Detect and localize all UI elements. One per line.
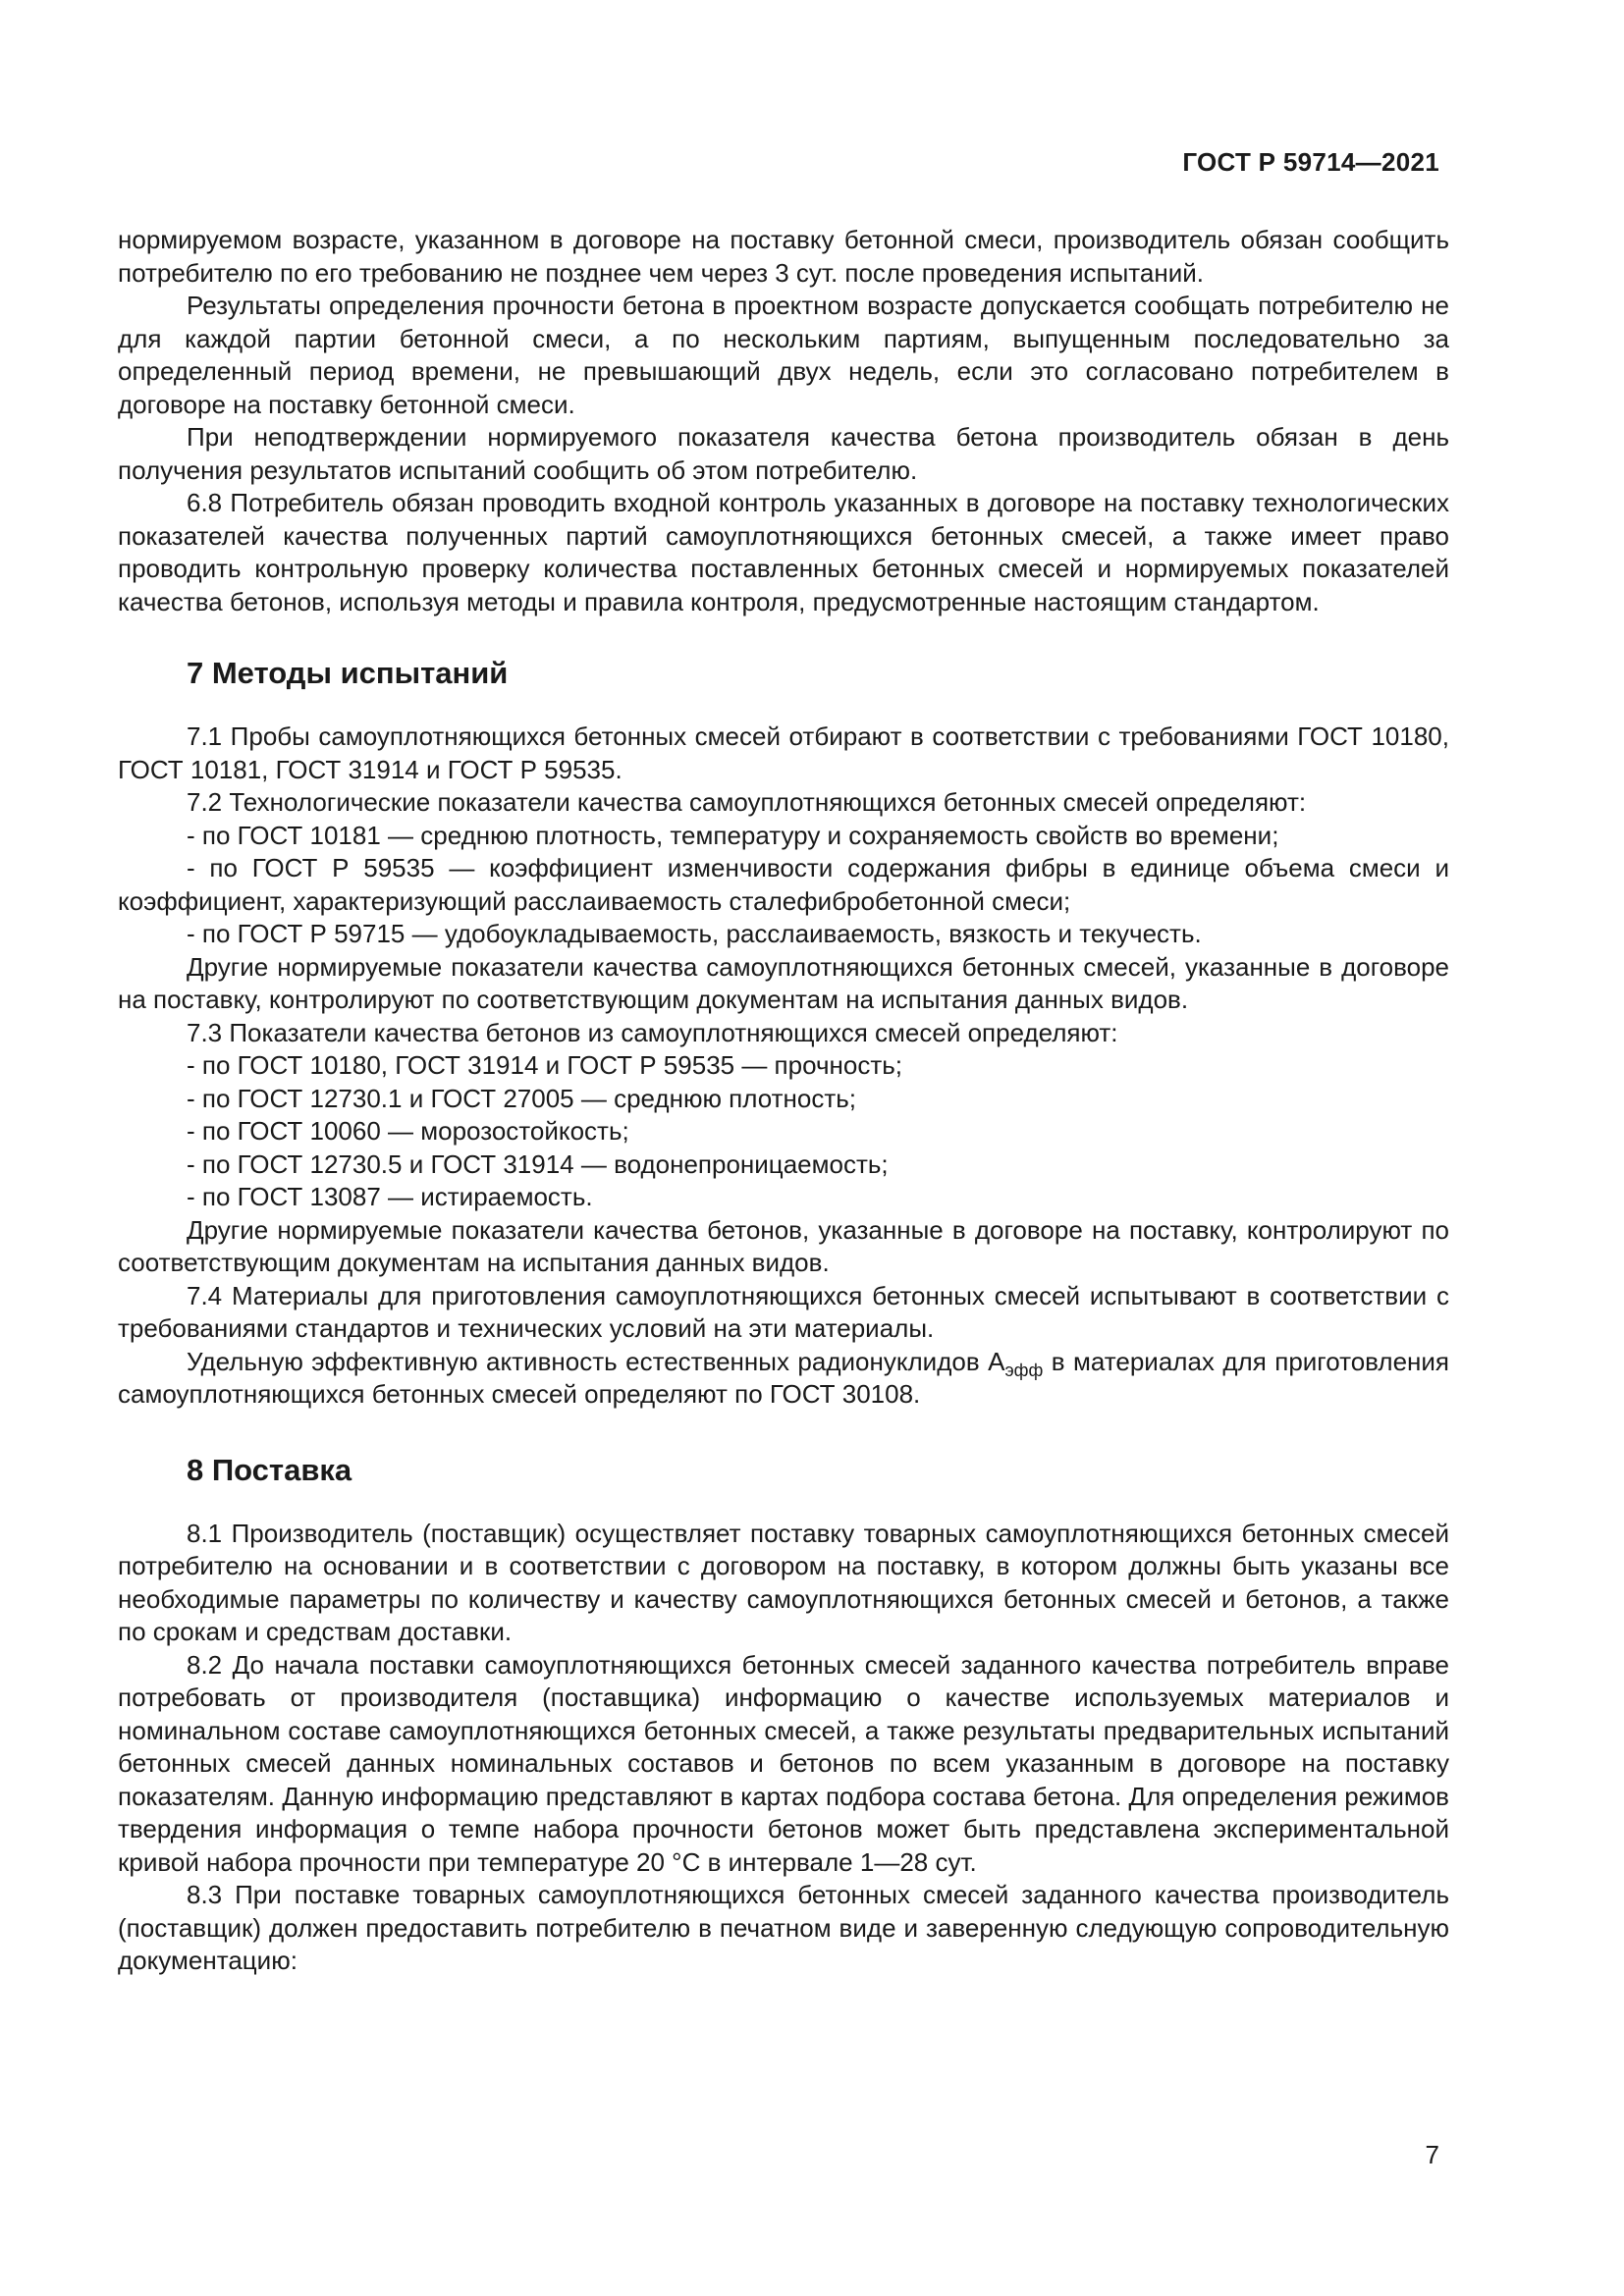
radionuclides-subscript: эфф xyxy=(1004,1360,1044,1380)
document-code-header: ГОСТ Р 59714—2021 xyxy=(1182,147,1439,177)
paragraph-8-1: 8.1 Производитель (поставщик) осуществляет поставку товарных самоуплотняющихся бетонных смесей потребителю на основании и в соответствии с договором на поставку, в котором должны быть указаны все необходимые параметры по количеству и качеству самоуплотняющихся бетонных смесей и бетонов, а также по срокам и средствам доставки. xyxy=(118,1518,1449,1646)
list-item-7-3-a: - по ГОСТ 10180, ГОСТ 31914 и ГОСТ Р 59535 — прочность; xyxy=(187,1050,903,1080)
paragraph-7-1: 7.1 Пробы самоуплотняющихся бетонных смесей отбирают в соответствии с требованиями ГОСТ 10180, ГОСТ 10181, ГОСТ 31914 и ГОСТ Р 59535. xyxy=(118,721,1449,784)
page-number: 7 xyxy=(1425,2140,1439,2169)
paragraph-7-4: 7.4 Материалы для приготовления самоуплотняющихся бетонных смесей испытывают в соответствии с требованиями стандартов и технических условий на эти материалы. xyxy=(118,1280,1449,1343)
paragraph-intro-2: Результаты определения прочности бетона в проектном возрасте допускается сообщать потребителю не для каждой партии бетонной смеси, а по нескольким партиям, выпущенным последовательно за определенный период времени, не превышающий двух недель, если это согласовано потребителем в договоре на поставку бетонной смеси. xyxy=(118,291,1449,419)
radionuclides-text-end: в материалах для приготовления самоуплотняющихся бетонных смесей определяют по ГОСТ 30108. xyxy=(118,1346,1449,1409)
list-item-7-3-d: - по ГОСТ 12730.5 и ГОСТ 31914 — водонепроницаемость; xyxy=(187,1148,889,1179)
paragraph-7-3: 7.3 Показатели качества бетонов из самоуплотняющихся смесей определяют: xyxy=(187,1017,1118,1047)
list-item-7-2-c: - по ГОСТ Р 59715 — удобоукладываемость, расслаиваемость, вязкость и текучесть. xyxy=(187,919,1202,948)
paragraph-intro-3: При неподтверждении нормируемого показателя качества бетона производитель обязан в день получения результатов испытаний сообщить об этом потребителю. xyxy=(118,422,1449,485)
paragraph-7-2: 7.2 Технологические показатели качества самоуплотняющихся бетонных смесей определяют: xyxy=(187,787,1307,817)
radionuclides-text-start: Удельную эффективную активность естественных радионуклидов A xyxy=(187,1346,1005,1376)
paragraph-8-2: 8.2 До начала поставки самоуплотняющихся бетонных смесей заданного качества потребитель вправе потребовать от производителя (поставщика) информацию о качестве используемых материалов и номинальном составе самоуплотняющихся бетонных смесей, а также результаты предварительных испытаний бетонных смесей данных номинальных составов и бетонов по всем указанным в договоре на поставку показателям. Данную информацию представляют в картах подбора состава бетона. Для определения режимов твердения информация о темпе набора прочности бетонов может быть представлена экспериментальной кривой набора прочности при температуре 20 °С в интервале 1—28 сут. xyxy=(118,1649,1449,1877)
document-body xyxy=(118,224,1449,1978)
paragraph-7-3-other: Другие нормируемые показатели качества бетонов, указанные в договоре на поставку, контролируют по соответствующим документам на испытания данных видов. xyxy=(118,1214,1449,1277)
paragraph-8-3: 8.3 При поставке товарных самоуплотняющихся бетонных смесей заданного качества производитель (поставщик) должен предоставить потребителю в печатном виде и заверенную следующую сопроводительную документацию: xyxy=(118,1880,1449,1975)
list-item-7-3-e: - по ГОСТ 13087 — истираемость. xyxy=(187,1182,593,1211)
paragraph-7-2-other: Другие нормируемые показатели качества самоуплотняющихся бетонных смесей, указанные в договоре на поставку, контролируют по соответствующим документам на испытания данных видов. xyxy=(118,951,1449,1014)
paragraph-7-4-radionuclides xyxy=(118,1346,1449,1412)
list-item-7-2-b: - по ГОСТ Р 59535 — коэффициент изменчивости содержания фибры в единице объема смеси и коэффициент, характеризующий расслаиваемость сталефибробетонной смеси; xyxy=(118,853,1449,916)
list-item-7-3-c: - по ГОСТ 10060 — морозостойкость; xyxy=(187,1116,629,1146)
list-item-7-3-b: - по ГОСТ 12730.1 и ГОСТ 27005 — среднюю плотность; xyxy=(187,1083,857,1113)
section-8-title: 8 Поставка xyxy=(187,1452,352,1487)
list-item-7-2-a: - по ГОСТ 10181 — среднюю плотность, температуру и сохраняемость свойств во времени; xyxy=(187,820,1279,850)
paragraph-6-8: 6.8 Потребитель обязан проводить входной контроль указанных в договоре на поставку технологических показателей качества полученных партий самоуплотняющихся бетонных смесей, а также имеет право проводить контрольную проверку количества поставленных бетонных смесей и нормируемых показателей качества бетонов, используя методы и правила контроля, предусмотренные настоящим стандартом. xyxy=(118,488,1449,616)
section-7-title: 7 Методы испытаний xyxy=(187,656,509,690)
paragraph-intro-1: нормируемом возрасте, указанном в договоре на поставку бетонной смеси, производитель обязан сообщить потребителю по его требованию не позднее чем через 3 сут. после проведения испытаний. xyxy=(118,225,1449,288)
